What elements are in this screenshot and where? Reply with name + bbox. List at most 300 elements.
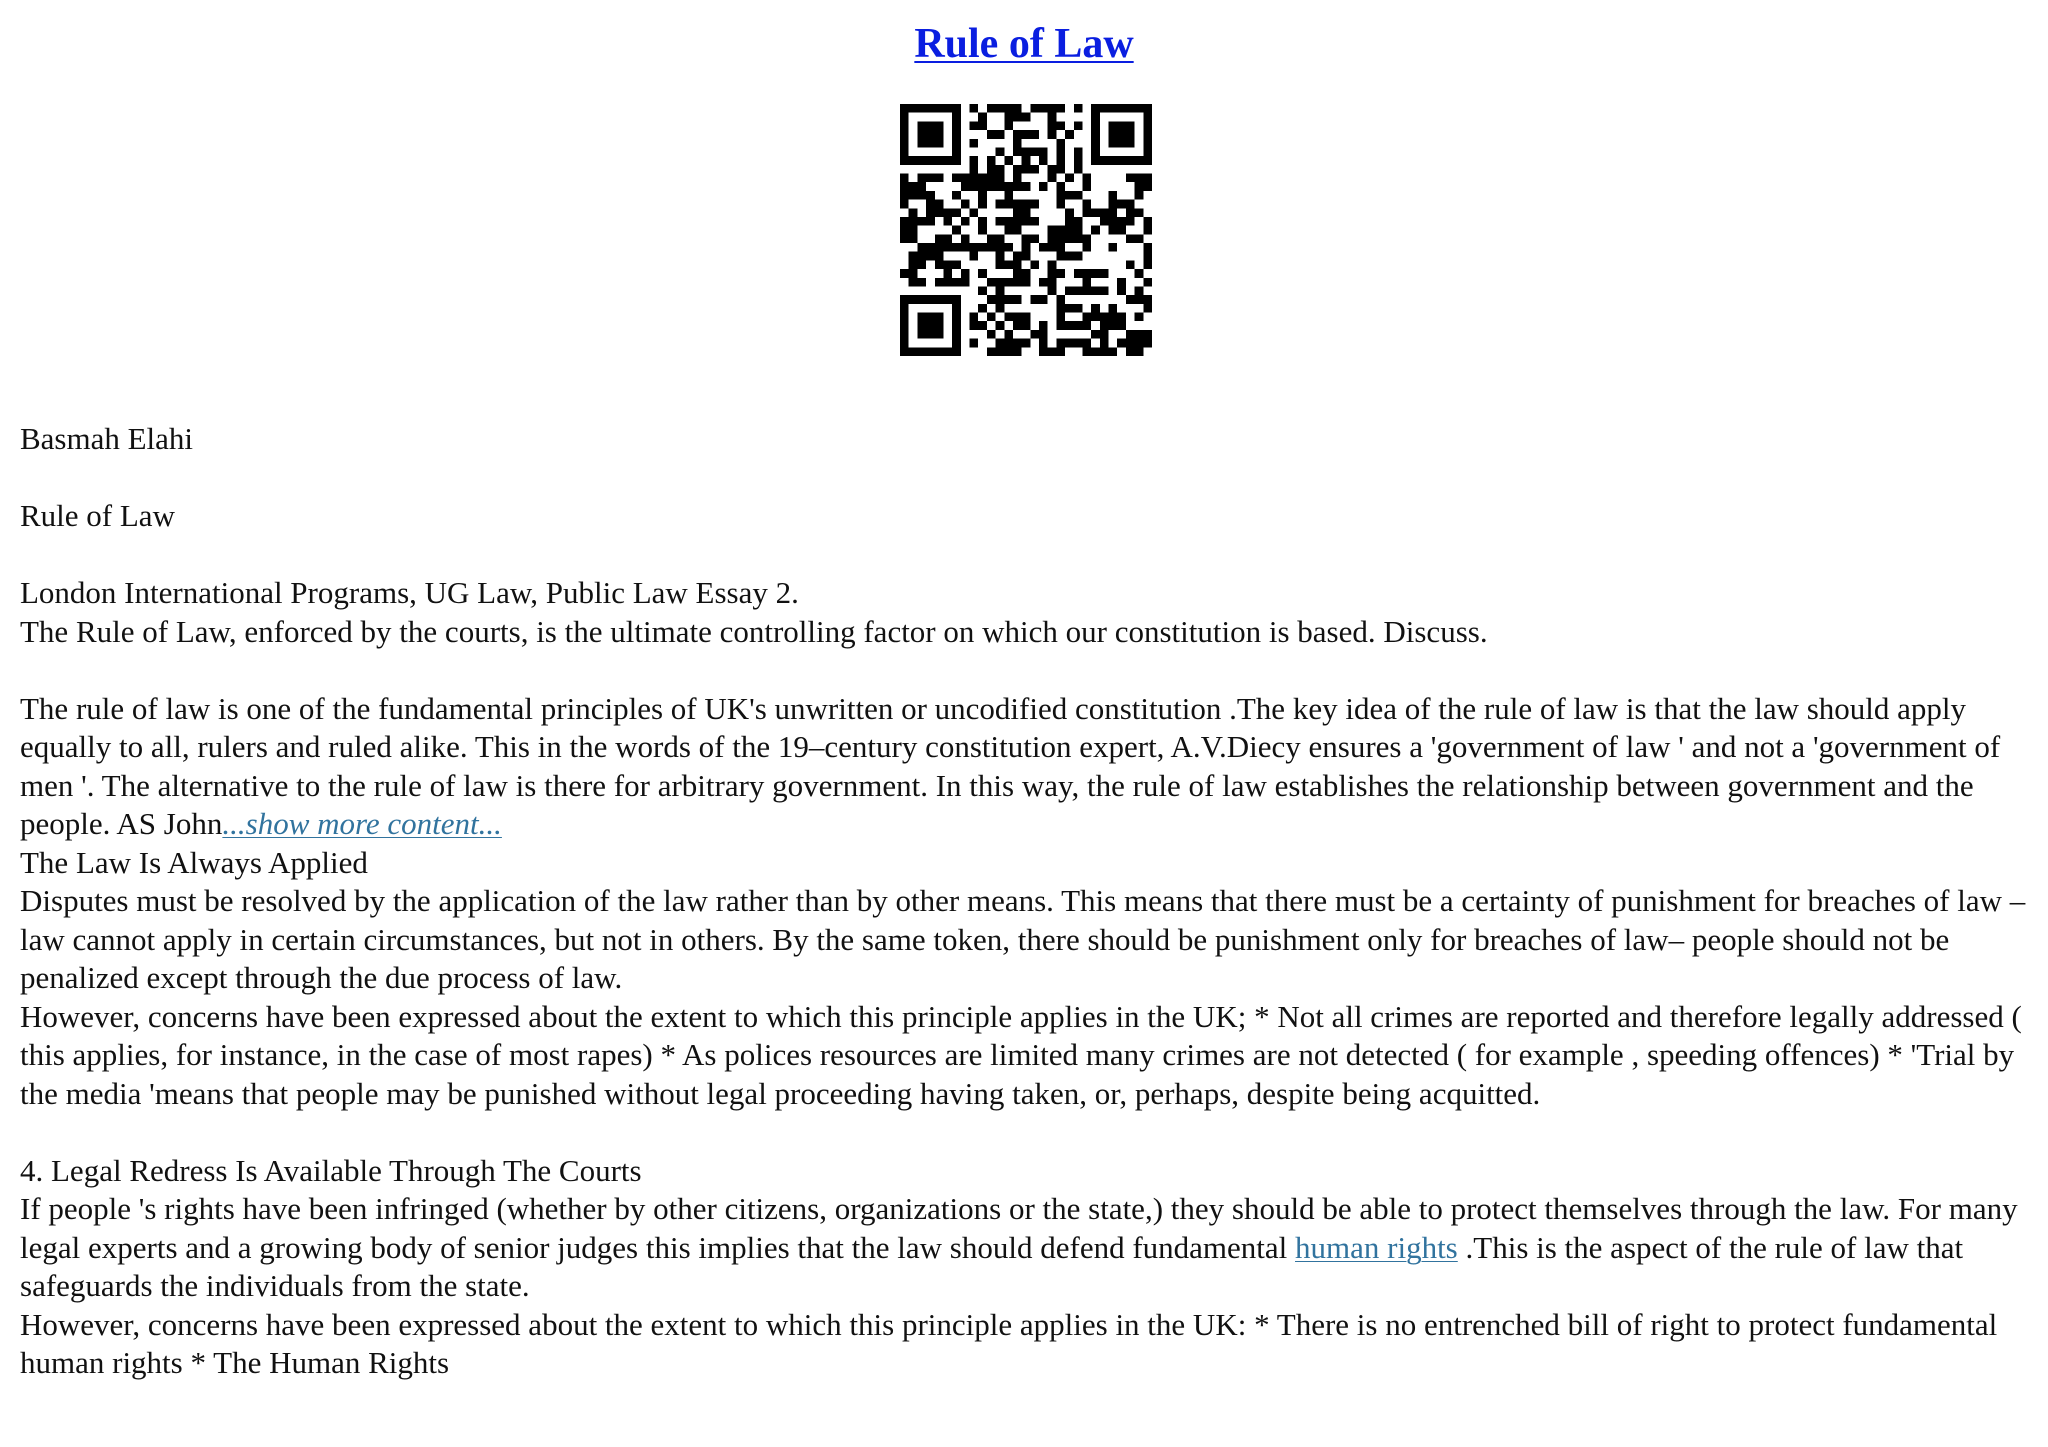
qr-module	[909, 260, 918, 269]
qr-module	[1117, 156, 1126, 165]
qr-module	[1065, 286, 1074, 295]
qr-module	[1022, 243, 1031, 252]
qr-module	[1091, 286, 1100, 295]
qr-module	[987, 295, 996, 304]
qr-module	[1126, 347, 1135, 356]
qr-module	[1030, 217, 1039, 226]
qr-module	[1048, 174, 1057, 183]
qr-module	[970, 165, 979, 174]
qr-module	[917, 260, 926, 269]
qr-module	[1048, 269, 1057, 278]
qr-module	[1091, 269, 1100, 278]
qr-module	[926, 243, 935, 252]
qr-module	[1022, 156, 1031, 165]
qr-module	[1004, 330, 1013, 339]
document-heading: Rule of Law	[20, 498, 175, 533]
qr-module	[926, 208, 935, 217]
qr-module	[996, 321, 1005, 330]
qr-module	[1091, 130, 1100, 139]
qr-module	[970, 313, 979, 322]
qr-module	[900, 347, 909, 356]
qr-module	[1065, 234, 1074, 243]
section1-paragraph-2: However, concerns have been expressed about the extent to which this principle applies in the UK; * Not all crimes are reported and therefore legally addressed ( this applies, for instance, in the case of most rapes) * As polices resources are limited many crimes are not detected ( for example , speeding offences) * 'Trial by the media 'means that people may be punished without legal proceeding having taken, or, perhaps, despite being acquitted.	[20, 998, 2022, 1111]
qr-module	[1056, 104, 1065, 113]
qr-module	[1013, 182, 1022, 191]
qr-module	[1056, 313, 1065, 322]
qr-module	[952, 139, 961, 148]
qr-module	[978, 226, 987, 235]
qr-module	[900, 295, 909, 304]
qr-module	[1004, 200, 1013, 209]
qr-module	[943, 269, 952, 278]
qr-module	[917, 330, 926, 339]
qr-module	[1117, 104, 1126, 113]
qr-module	[909, 252, 918, 261]
qr-module	[987, 278, 996, 287]
qr-module	[1100, 269, 1109, 278]
qr-module	[1135, 182, 1144, 191]
qr-module	[1082, 182, 1091, 191]
qr-module	[1065, 226, 1074, 235]
qr-module	[1013, 139, 1022, 148]
qr-module	[1056, 191, 1065, 200]
qr-module	[1143, 226, 1152, 235]
qr-module	[996, 217, 1005, 226]
qr-module	[917, 313, 926, 322]
qr-module	[1022, 165, 1031, 174]
qr-module	[1004, 121, 1013, 130]
qr-module	[1004, 182, 1013, 191]
qr-module	[1004, 217, 1013, 226]
qr-module	[926, 295, 935, 304]
qr-module	[1117, 286, 1126, 295]
qr-module	[1109, 304, 1118, 313]
qr-module	[900, 174, 909, 183]
qr-module	[1126, 217, 1135, 226]
intro-text: The rule of law is one of the fundamental principles of UK's unwritten or uncodified constitution .The key idea of the rule of law is that the law should apply equally to all, rulers and ruled alike. This in the words of the 19–century constitution expert, A.V.Diecy ensures a 'government of law ' and not a 'government of men '. The alternative to the rule of law is there for arbitrary government. In this way, the rule of law establishes the relationship between government and the people. AS John	[20, 690, 2001, 841]
qr-module	[978, 113, 987, 122]
qr-module	[917, 295, 926, 304]
qr-module	[1082, 321, 1091, 330]
qr-module	[900, 156, 909, 165]
qr-module	[1082, 347, 1091, 356]
human-rights-link[interactable]: human rights	[1295, 1229, 1458, 1265]
qr-module	[1091, 139, 1100, 148]
qr-module	[1022, 339, 1031, 348]
qr-module	[1126, 339, 1135, 348]
qr-module	[1004, 347, 1013, 356]
qr-module	[926, 139, 935, 148]
qr-module	[970, 321, 979, 330]
qr-module	[1100, 321, 1109, 330]
qr-module	[1126, 130, 1135, 139]
qr-module	[1048, 165, 1057, 174]
section4-paragraph-2: However, concerns have been expressed about the extent to which this principle applies in the UK: * There is no entrenched bill of right to protect fundamental human rights * The Human Rights	[20, 1306, 1998, 1380]
qr-module	[943, 208, 952, 217]
qr-module	[1056, 156, 1065, 165]
qr-module	[1039, 156, 1048, 165]
qr-module	[935, 121, 944, 130]
qr-module	[1030, 295, 1039, 304]
qr-module	[952, 147, 961, 156]
qr-module	[952, 321, 961, 330]
qr-module	[943, 217, 952, 226]
show-more-link[interactable]: ...show more content...	[222, 806, 502, 841]
qr-module	[917, 243, 926, 252]
qr-module	[1065, 304, 1074, 313]
qr-module	[1022, 208, 1031, 217]
qr-module	[935, 278, 944, 287]
qr-module	[909, 295, 918, 304]
qr-module	[1074, 165, 1083, 174]
qr-module	[952, 130, 961, 139]
qr-module	[1109, 347, 1118, 356]
qr-module	[1065, 130, 1074, 139]
qr-module	[1074, 121, 1083, 130]
qr-module	[987, 156, 996, 165]
qr-module	[987, 104, 996, 113]
qr-module	[935, 234, 944, 243]
qr-module	[1030, 104, 1039, 113]
qr-module	[1126, 295, 1135, 304]
qr-module	[935, 313, 944, 322]
qr-module	[1091, 156, 1100, 165]
qr-module	[952, 104, 961, 113]
qr-module	[926, 191, 935, 200]
qr-module	[952, 174, 961, 183]
qr-module	[1082, 313, 1091, 322]
qr-module	[1117, 321, 1126, 330]
spacer	[20, 1113, 2040, 1152]
qr-module	[917, 174, 926, 183]
qr-module	[978, 174, 987, 183]
section4-heading: 4. Legal Redress Is Available Through The Courts	[20, 1152, 642, 1188]
qr-module	[1048, 104, 1057, 113]
qr-module	[996, 260, 1005, 269]
essay-question: The Rule of Law, enforced by the courts, is the ultimate controlling factor on which our constitution is based. Discuss.	[20, 613, 1488, 649]
qr-module	[952, 347, 961, 356]
qr-module	[952, 304, 961, 313]
qr-module	[1013, 339, 1022, 348]
qr-module	[1143, 174, 1152, 183]
qr-module	[1022, 130, 1031, 139]
qr-module	[1004, 156, 1013, 165]
qr-module	[1126, 174, 1135, 183]
qr-module	[952, 295, 961, 304]
qr-module	[1004, 295, 1013, 304]
qr-module	[1074, 147, 1083, 156]
qr-module	[1074, 234, 1083, 243]
section1-paragraph-1: Disputes must be resolved by the application of the law rather than by other means. This means that there must be a certainty of punishment for breaches of law –law cannot apply in certain circumstances, but not in others. By the same token, there should be punishment only for breaches of law– people should not be penalized except through the due process of law.	[20, 883, 2026, 995]
qr-module	[952, 226, 961, 235]
qr-module	[1022, 269, 1031, 278]
qr-module	[1091, 147, 1100, 156]
qr-module	[1082, 269, 1091, 278]
qr-module	[1126, 121, 1135, 130]
qr-module	[961, 269, 970, 278]
qr-module	[996, 200, 1005, 209]
qr-module	[1082, 339, 1091, 348]
qr-module	[1109, 156, 1118, 165]
qr-module	[917, 121, 926, 130]
qr-module	[917, 252, 926, 261]
qr-module	[1143, 121, 1152, 130]
qr-module	[900, 321, 909, 330]
qr-module	[987, 347, 996, 356]
qr-module	[900, 113, 909, 122]
qr-module	[1004, 113, 1013, 122]
qr-module	[943, 104, 952, 113]
qr-module	[1022, 113, 1031, 122]
document-title-link[interactable]: Rule of Law	[914, 21, 1134, 67]
qr-module	[1013, 269, 1022, 278]
qr-module	[1065, 321, 1074, 330]
qr-module	[1056, 121, 1065, 130]
qr-module	[1117, 278, 1126, 287]
qr-module	[1143, 243, 1152, 252]
qr-module	[909, 104, 918, 113]
qr-module	[1074, 217, 1083, 226]
qr-module	[1022, 321, 1031, 330]
qr-module	[1109, 130, 1118, 139]
qr-module	[935, 252, 944, 261]
qr-module	[1135, 208, 1144, 217]
qr-module	[1048, 234, 1057, 243]
qr-module	[1013, 174, 1022, 183]
qr-module	[1013, 130, 1022, 139]
qr-module	[1109, 200, 1118, 209]
qr-module	[1135, 269, 1144, 278]
qr-module	[917, 217, 926, 226]
qr-module	[1091, 104, 1100, 113]
qr-module	[978, 304, 987, 313]
qr-module	[1004, 104, 1013, 113]
qr-module	[1091, 121, 1100, 130]
qr-module	[1143, 260, 1152, 269]
qr-module	[943, 295, 952, 304]
qr-module	[1013, 347, 1022, 356]
qr-module	[900, 339, 909, 348]
qr-module	[909, 217, 918, 226]
qr-module	[1004, 191, 1013, 200]
qr-module	[909, 234, 918, 243]
qr-module	[970, 208, 979, 217]
qr-module	[1126, 208, 1135, 217]
qr-module	[1022, 182, 1031, 191]
qr-module	[1135, 339, 1144, 348]
qr-module	[970, 139, 979, 148]
qr-module	[952, 191, 961, 200]
qr-module	[961, 234, 970, 243]
qr-module	[961, 200, 970, 209]
qr-module	[970, 174, 979, 183]
qr-module	[1022, 313, 1031, 322]
qr-module	[1048, 286, 1057, 295]
qr-module	[1126, 139, 1135, 148]
qr-module	[1109, 313, 1118, 322]
qr-module	[1013, 252, 1022, 261]
qr-module	[961, 217, 970, 226]
qr-module	[917, 130, 926, 139]
qr-module	[926, 330, 935, 339]
qr-module	[1039, 104, 1048, 113]
qr-module	[935, 104, 944, 113]
qr-module	[1039, 182, 1048, 191]
qr-code-icon	[900, 104, 1152, 356]
qr-module	[1022, 252, 1031, 261]
qr-module	[952, 113, 961, 122]
qr-module	[996, 295, 1005, 304]
qr-module	[1126, 260, 1135, 269]
qr-module	[1074, 156, 1083, 165]
qr-module	[1013, 313, 1022, 322]
qr-module	[1039, 321, 1048, 330]
qr-module	[1109, 217, 1118, 226]
qr-module	[1056, 339, 1065, 348]
qr-module	[1091, 113, 1100, 122]
qr-module	[996, 252, 1005, 261]
qr-module	[1074, 104, 1083, 113]
qr-module	[1030, 147, 1039, 156]
qr-module	[1100, 156, 1109, 165]
qr-module	[935, 139, 944, 148]
qr-module	[987, 174, 996, 183]
qr-module	[926, 130, 935, 139]
qr-module	[1039, 278, 1048, 287]
qr-module	[1056, 269, 1065, 278]
qr-module	[935, 243, 944, 252]
qr-module	[1100, 217, 1109, 226]
qr-module	[970, 243, 979, 252]
qr-module	[996, 165, 1005, 174]
qr-module	[1091, 347, 1100, 356]
qr-module	[917, 278, 926, 287]
qr-module	[1082, 200, 1091, 209]
qr-module	[1082, 234, 1091, 243]
qr-module	[961, 278, 970, 287]
qr-module	[1074, 226, 1083, 235]
qr-module	[996, 234, 1005, 243]
qr-module	[1117, 121, 1126, 130]
qr-module	[1074, 269, 1083, 278]
qr-module	[1039, 330, 1048, 339]
qr-module	[987, 330, 996, 339]
qr-module	[1039, 295, 1048, 304]
qr-module	[1091, 226, 1100, 235]
qr-module	[1030, 200, 1039, 209]
qr-module	[1143, 130, 1152, 139]
author-name: Basmah Elahi	[20, 421, 194, 456]
qr-module	[1048, 260, 1057, 269]
qr-module	[900, 139, 909, 148]
qr-module	[1048, 278, 1057, 287]
qr-module	[1143, 330, 1152, 339]
qr-module	[943, 234, 952, 243]
qr-module	[900, 200, 909, 209]
qr-module	[1004, 278, 1013, 287]
qr-module	[1135, 313, 1144, 322]
qr-module	[917, 104, 926, 113]
qr-module	[917, 156, 926, 165]
qr-module	[987, 165, 996, 174]
qr-module	[1056, 165, 1065, 174]
qr-module	[1030, 130, 1039, 139]
course-line: London International Programs, UG Law, Public Law Essay 2.	[20, 575, 799, 610]
qr-module	[1013, 217, 1022, 226]
qr-module	[1109, 243, 1118, 252]
qr-module	[917, 139, 926, 148]
qr-module	[935, 156, 944, 165]
qr-module	[1065, 191, 1074, 200]
qr-module	[1013, 226, 1022, 235]
qr-module	[952, 121, 961, 130]
qr-module	[996, 130, 1005, 139]
qr-module	[996, 104, 1005, 113]
qr-module	[1100, 330, 1109, 339]
qr-module	[1135, 330, 1144, 339]
qr-module	[1135, 156, 1144, 165]
qr-module	[935, 347, 944, 356]
qr-module	[961, 174, 970, 183]
qr-module	[1109, 226, 1118, 235]
qr-module	[943, 278, 952, 287]
qr-module	[1013, 104, 1022, 113]
qr-module	[1013, 278, 1022, 287]
qr-module	[1056, 347, 1065, 356]
qr-module	[926, 347, 935, 356]
qr-module	[1056, 147, 1065, 156]
qr-module	[996, 278, 1005, 287]
qr-module	[1100, 208, 1109, 217]
qr-module	[1117, 139, 1126, 148]
qr-module	[1004, 260, 1013, 269]
qr-module	[935, 321, 944, 330]
qr-module	[996, 174, 1005, 183]
qr-module	[926, 104, 935, 113]
qr-module	[917, 347, 926, 356]
qr-module	[1013, 147, 1022, 156]
qr-module	[1039, 339, 1048, 348]
qr-module	[1135, 286, 1144, 295]
spacer	[20, 651, 2040, 690]
qr-module	[935, 200, 944, 209]
qr-module	[900, 269, 909, 278]
qr-module	[900, 330, 909, 339]
qr-module	[952, 278, 961, 287]
qr-module	[978, 182, 987, 191]
qr-module	[1056, 226, 1065, 235]
qr-module	[996, 339, 1005, 348]
qr-module	[1082, 243, 1091, 252]
qr-module	[900, 304, 909, 313]
qr-module	[1100, 104, 1109, 113]
qr-module	[909, 269, 918, 278]
qr-module	[1143, 252, 1152, 261]
qr-module	[1074, 304, 1083, 313]
qr-module	[1091, 330, 1100, 339]
qr-module	[935, 295, 944, 304]
qr-module	[1030, 165, 1039, 174]
qr-module	[1117, 130, 1126, 139]
qr-module	[1056, 182, 1065, 191]
qr-module	[996, 243, 1005, 252]
qr-module	[1135, 174, 1144, 183]
qr-module	[1022, 217, 1031, 226]
qr-module	[1039, 347, 1048, 356]
qr-module	[909, 156, 918, 165]
qr-module	[909, 208, 918, 217]
qr-module	[917, 182, 926, 191]
